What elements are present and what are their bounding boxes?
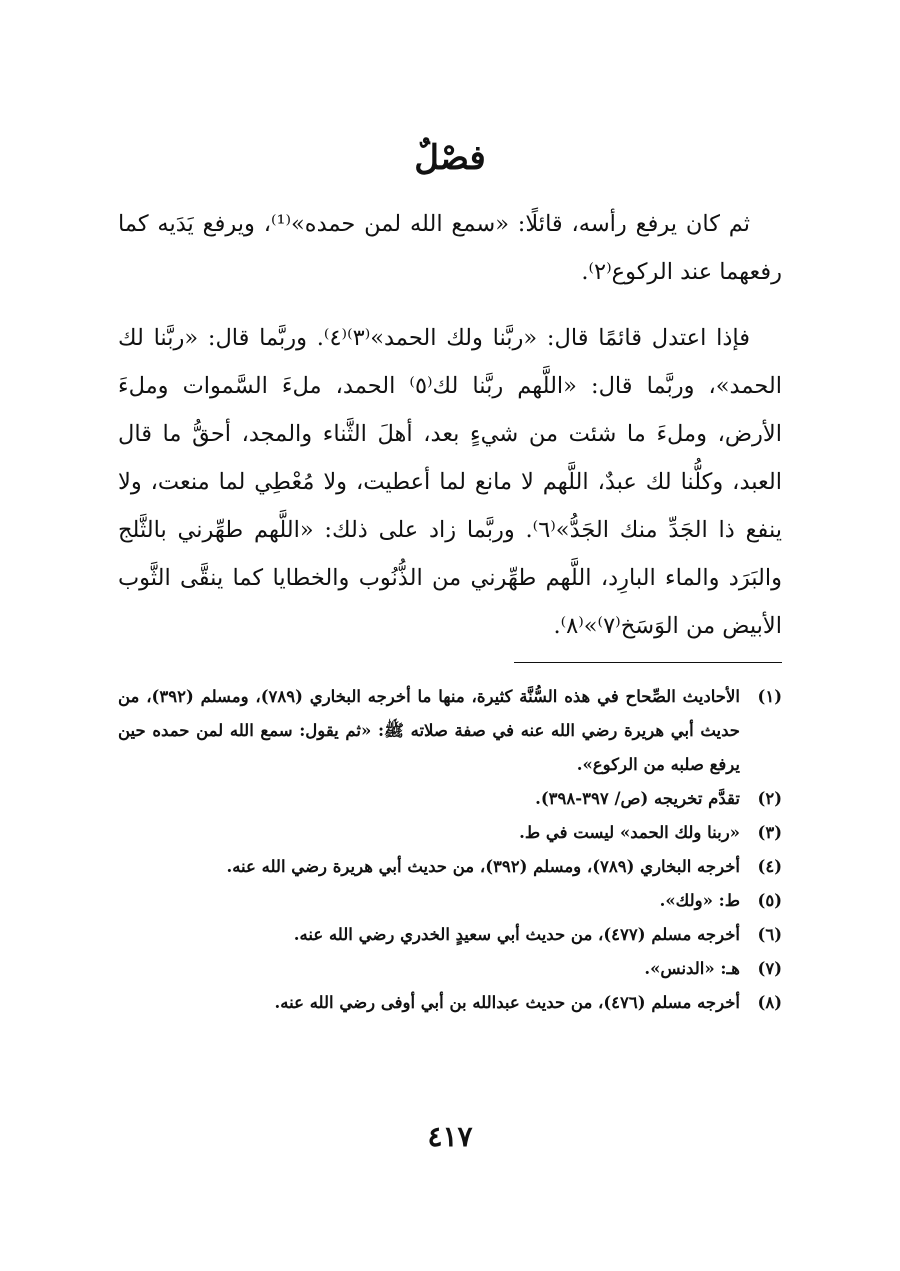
footnote bbox=[118, 782, 782, 816]
footnote-text: تقدَّم تخريجه (ص/ ٣٩٧-٣٩٨). bbox=[535, 789, 740, 808]
footnotes bbox=[118, 680, 782, 1020]
footnote-text: أخرجه مسلم (٤٧٦)، من حديث عبدالله بن أبي أوفى رضي الله عنه. bbox=[274, 993, 740, 1012]
footnote-text: أخرجه البخاري (٧٨٩)، ومسلم (٣٩٢)، من حديث أبي هريرة رضي الله عنه. bbox=[226, 857, 740, 876]
footnote-text: أخرجه مسلم (٤٧٧)، من حديث أبي سعيدٍ الخدري رضي الله عنه. bbox=[293, 925, 740, 944]
footnote bbox=[118, 952, 782, 986]
footnote-number: (٣) bbox=[757, 823, 782, 842]
section-heading: فصْلٌ bbox=[414, 138, 486, 178]
book-page bbox=[118, 0, 782, 1271]
footnote bbox=[118, 918, 782, 952]
footnote-number: (٧) bbox=[757, 959, 782, 978]
page-number: ٤١٧ bbox=[427, 1120, 473, 1153]
footnote-number: (٥) bbox=[757, 891, 782, 910]
footnote-text: ط: «ولك». bbox=[659, 891, 740, 910]
footnote-number: (٦) bbox=[757, 925, 782, 944]
footnote-text: هـ: «الدنس». bbox=[644, 959, 740, 978]
paragraph: فإذا اعتدل قائمًا قال: «ربَّنا ولك الحمد»⁽٣⁾⁽٤⁾. وربَّما قال: «ربَّنا لك الحمد»، وربَّما قال: «اللَّهم ربَّنا لك⁽٥⁾ الحمد، ملءَ السَّموات وملءَ الأرض، وملءَ ما شئت من شيءٍ بعد، أهلَ الثَّناء والمجد، أحقُّ ما قال العبد، وكلُّنا لك عبدٌ، اللَّهم لا مانع لما أعطيت، ولا مُعْطِي لما منعت، ولا ينفع ذا الجَدِّ منك الجَدُّ»⁽٦⁾. وربَّما زاد على ذلك: «اللَّهم طهِّرني بالثَّلج والبَرَد والماء البارِد، اللَّهم طهِّرني من الذُّنُوب والخطايا كما ينقَّى الثَّوب الأبيض من الوَسَخ⁽٧⁾»⁽٨⁾. bbox=[118, 325, 782, 639]
main-text bbox=[118, 200, 782, 650]
footnote-divider bbox=[514, 662, 782, 663]
footnote-number: (٨) bbox=[757, 993, 782, 1012]
footnote bbox=[118, 986, 782, 1020]
footnote-number: (١) bbox=[757, 687, 782, 706]
paragraph: ثم كان يرفع رأسه، قائلًا: «سمع الله لمن حمده»⁽¹⁾، ويرفع يَدَيه كما رفعهما عند الركوع⁽٢⁾. bbox=[118, 211, 782, 285]
footnote-number: (٤) bbox=[757, 857, 782, 876]
footnote-text: الأحاديث الصِّحاح في هذه السُّنَّة كثيرة، منها ما أخرجه البخاري (٧٨٩)، ومسلم (٣٩٢)، من حديث أبي هريرة رضي الله عنه في صفة صلاته ﷺ: «ثم يقول: سمع الله لمن حمده حين يرفع صلبه من الركوع». bbox=[118, 687, 740, 774]
footnote bbox=[118, 680, 782, 782]
footnote bbox=[118, 884, 782, 918]
footnote-text: «ربنا ولك الحمد» ليست في ط. bbox=[519, 823, 740, 842]
footnote-number: (٢) bbox=[757, 789, 782, 808]
footnote bbox=[118, 850, 782, 884]
footnote bbox=[118, 816, 782, 850]
